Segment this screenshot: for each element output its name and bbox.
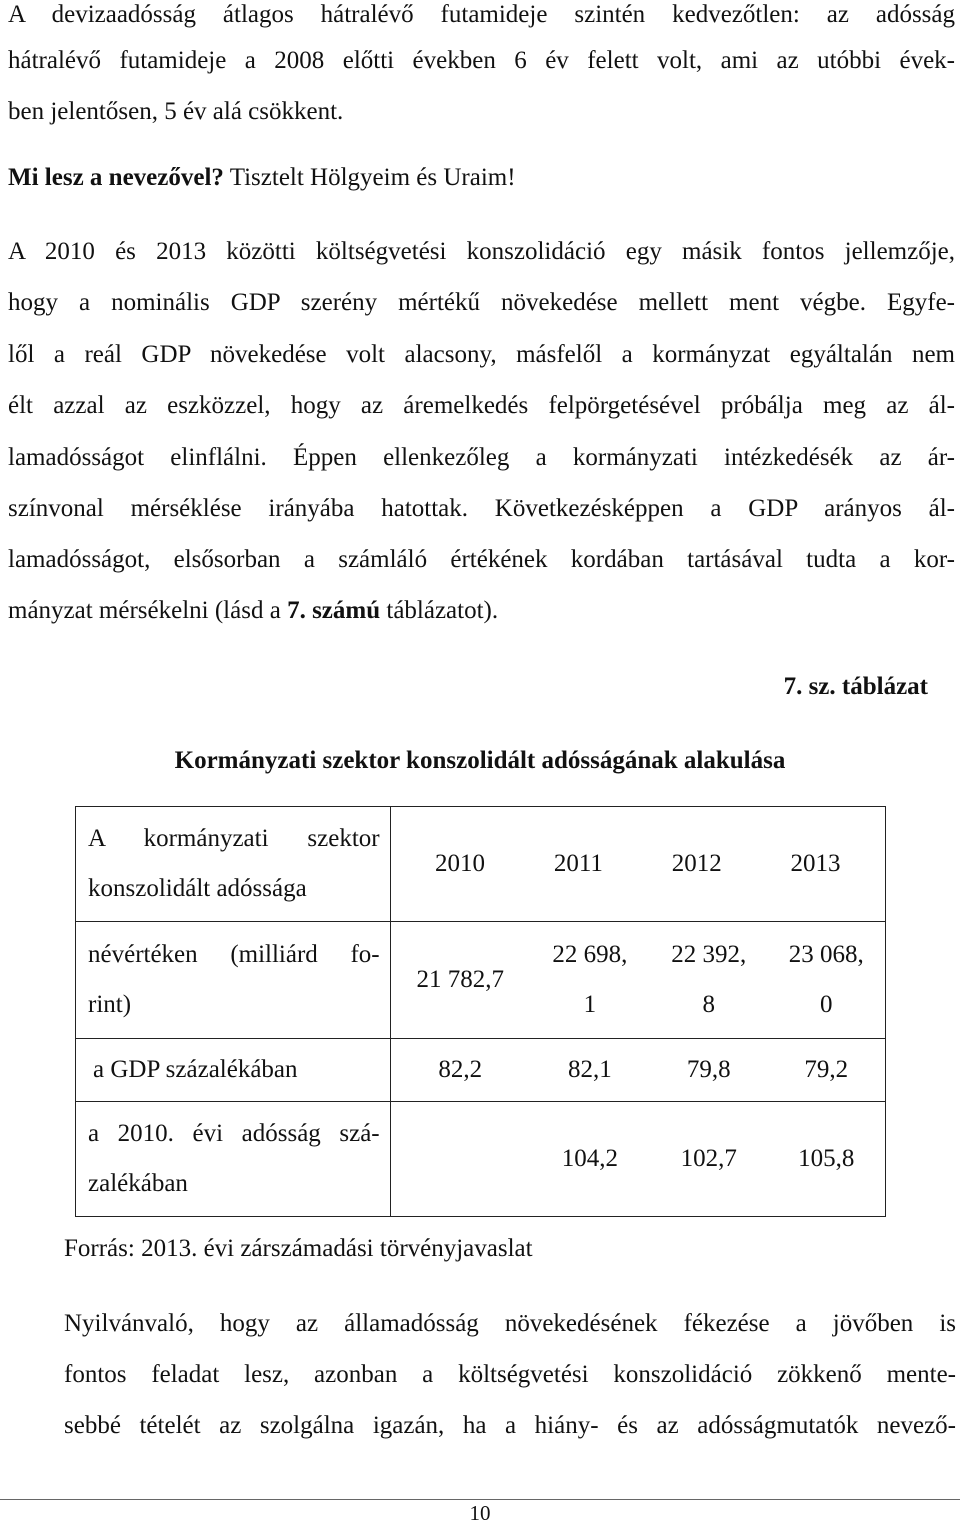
row-2010pct-label: [76, 1102, 391, 1217]
row-gdp-value-2012: 79,8: [650, 1039, 768, 1102]
paragraph-2-rest: Tisztelt Hölgyeim és Uraim!: [223, 164, 516, 191]
paragraph-3-line-4: élt azzal az eszközzel, hogy az áremelkedés felpörgetésével próbálja meg az ál-: [8, 392, 955, 419]
table-row-nominal: [76, 922, 886, 1039]
row-gdp-value-2011: 82,1: [530, 1039, 650, 1102]
table-reference: 7. számú: [287, 597, 381, 624]
row-2010pct-value-2010: [390, 1102, 530, 1217]
row-2010pct-value-2013: 105,8: [768, 1102, 886, 1217]
row-nominal-value-2013-l1: 23 068,: [788, 941, 864, 968]
debt-table: [75, 806, 886, 1217]
table-header-row: [76, 807, 886, 922]
paragraph-4-line-1: Nyilvánvaló, hogy az államadósság növekedésének fékezése a jövőben is: [64, 1310, 956, 1337]
paragraph-3-line-7: lamadósságot, elsősorban a számláló értékének kordában tartásával tudta a kor-: [8, 546, 955, 573]
paragraph-3-line-2: hogy a nominális GDP szerény mértékű növekedése mellett ment végbe. Egyfe-: [8, 289, 955, 316]
table-row-2010-percent: [76, 1102, 886, 1217]
table-header-label: [76, 807, 391, 922]
row-nominal-value-2012: [650, 922, 768, 1039]
paragraph-2-bold: Mi lesz a nevezővel?: [8, 164, 224, 191]
footer-rule: [0, 1499, 960, 1500]
row-nominal-value-2013: [768, 922, 886, 1039]
row-nominal-value-2010-text: 21 782,7: [416, 966, 505, 993]
table-header-label-line-2: konszolidált adóssága: [88, 875, 307, 902]
paragraph-3-line-1: A 2010 és 2013 közötti költségvetési konszolidáció egy másik fontos jellemzője,: [8, 238, 955, 265]
paragraph-4-line-3: sebbé tételét az szolgálna igazán, ha a hiány- és az adósságmutatók nevező-: [64, 1412, 956, 1439]
row-nominal-value-2011-l1: 22 698,: [552, 941, 628, 968]
row-nominal-value-2010: [390, 922, 530, 1039]
row-nominal-value-2012-l1: 22 392,: [671, 941, 747, 968]
row-2010pct-label-line-2: zalékában: [88, 1170, 188, 1197]
paragraph-4-line-2: fontos feladat lesz, azonban a költségvetési konszolidáció zökkenő mente-: [64, 1361, 956, 1388]
year-2012: 2012: [671, 850, 722, 877]
row-nominal-label-line-1: névértéken (milliárd fo-: [88, 941, 380, 968]
row-2010pct-value-2011: 104,2: [530, 1102, 650, 1217]
row-nominal-label-line-2: rint): [88, 991, 132, 1018]
paragraph-1-line-2: hátralévő futamideje a 2008 előtti években 6 év felett volt, ami az utóbbi évek-: [8, 47, 955, 74]
row-nominal-value-2012-l2: 8: [702, 991, 715, 1018]
row-gdp-value-2013: 79,2: [768, 1039, 886, 1102]
row-nominal-value-2013-l2: 0: [820, 991, 833, 1018]
row-nominal-value-2011: [530, 922, 650, 1039]
row-2010pct-label-line-1: a 2010. évi adósság szá-: [88, 1120, 380, 1147]
page-number: 10: [469, 1501, 491, 1525]
table-header-label-line-1: A kormányzati szektor: [88, 825, 380, 852]
paragraph-3-last-prefix: mányzat mérsékelni (lásd a: [8, 597, 288, 624]
paragraph-3-last-suffix: táblázatot).: [380, 597, 499, 624]
row-2010pct-value-2012: 102,7: [650, 1102, 768, 1217]
row-gdp-value-2010: 82,2: [390, 1039, 530, 1102]
year-2013: 2013: [790, 850, 841, 877]
row-nominal-label: [76, 922, 391, 1039]
year-2011: 2011: [553, 850, 603, 877]
paragraph-3-line-8: [8, 596, 498, 626]
paragraph-1-line-1: A devizaadósság átlagos hátralévő futamideje szintén kedvezőtlen: az adósság: [8, 1, 955, 28]
table-title: Kormányzati szektor konszolidált adósságának alakulása: [174, 747, 786, 774]
table-source: Forrás: 2013. évi zárszámadási törvényjavaslat: [64, 1235, 533, 1262]
year-2010: 2010: [435, 850, 486, 877]
row-nominal-value-2011-l2: 1: [583, 991, 597, 1018]
paragraph-2: [8, 163, 516, 193]
paragraph-3-line-3: lől a reál GDP növekedése volt alacsony, másfelől a kormányzat egyáltalán nem: [8, 341, 955, 368]
paragraph-1-line-3: ben jelentősen, 5 év alá csökkent.: [8, 98, 344, 125]
table-years-cell: [390, 807, 885, 922]
table-number: 7. sz. táblázat: [783, 673, 928, 700]
paragraph-3-line-6: színvonal mérséklése irányába hatottak. Következésképpen a GDP arányos ál-: [8, 495, 955, 522]
paragraph-3-line-5: lamadósságot elinflálni. Éppen ellenkezőleg a kormányzati intézkedésék az ár-: [8, 444, 955, 471]
table-row-gdp-percent: [76, 1039, 886, 1102]
row-gdp-label: a GDP százalékában: [76, 1039, 391, 1102]
